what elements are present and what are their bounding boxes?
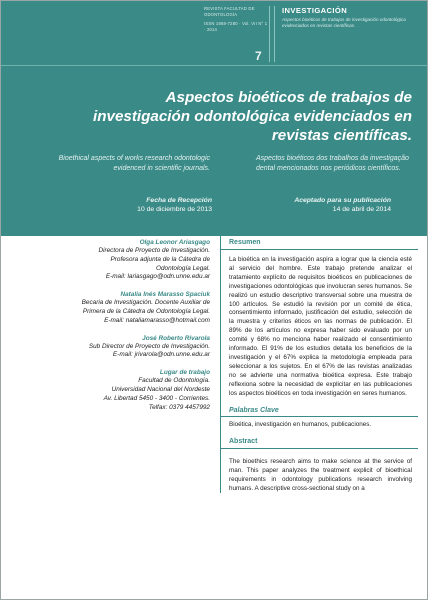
accepted-value: 14 de abril de 2014 bbox=[332, 206, 391, 213]
workplace-block bbox=[20, 368, 210, 412]
section-label bbox=[282, 6, 422, 29]
workplace-detail: Av. Libertad 5450 - 3400 - Corrientes. bbox=[103, 394, 210, 402]
received-value: 10 de diciembre de 2013 bbox=[137, 206, 212, 213]
author-detail: Odontología Legal. bbox=[155, 264, 210, 272]
author-name: Natalia Inés Marasso Spaciuk bbox=[120, 291, 210, 299]
author-detail: Profesora adjunta de la Cátedra de bbox=[110, 255, 210, 263]
dates-row bbox=[0, 196, 428, 222]
author-detail: Directora de Proyecto de Investigación. bbox=[98, 247, 210, 254]
author-name: José Roberto Rivarola bbox=[142, 334, 210, 342]
issue-number: 7 bbox=[255, 49, 262, 63]
resumen-text: La bioética en la investigación aspira a lograr que la ciencia esté al servicio del hombre. Este trabajo pretende analizar el tratamiento explícito de requisitos bioéticos en publicaciones de investigaciones odontológicas que involucran seres humanos. Se realizó un estudio descriptivo transversal sobre una muestra de 100 artículos. Se estudió la revisión por un comité de ética, consentimiento informado, justificación del estudio, selección de la muestra y criterios éticos en las normas de publicación. El 89% de los artículos no expresa haber sido evaluado por un comité y 68% no menciona haber realizado el consentimiento informado. El 91% de los estudios detalla los beneficios de la investigación y el 67% explica la metodología empleada para seleccionar a los sujetos. En el 67% de las revistas analizadas no se advierte una normativa bioética expresa. Este trabajo reflexiona sobre la necesidad de explicitar en las publicaciones los aspectos bioéticos en toda investigación en seres humanos. bbox=[229, 256, 412, 397]
keywords-text: Bioética, investigación en humanos, publicaciones. bbox=[229, 420, 372, 428]
author-email[interactable]: E-mail: lariasgago@odn.unne.edu.ar bbox=[105, 273, 210, 281]
article-title-portuguese: Aspectos bioéticos dos trabalhos da investigação dental mencionados nos periódicos científicos. bbox=[256, 155, 409, 172]
received-date bbox=[52, 196, 212, 214]
divider bbox=[269, 6, 270, 62]
journal-name: REVISTA FACULTAD DE ODONTOLOGÍA bbox=[204, 6, 255, 17]
workplace-heading: Lugar de trabajo bbox=[159, 369, 210, 377]
abstract-heading: Abstract bbox=[221, 435, 418, 449]
accepted-date bbox=[231, 196, 391, 214]
author-email[interactable]: E-mail: jrivarola@odn.unne.edu.ar bbox=[112, 351, 210, 359]
abstract-text: The bioethics research aims to make science at the service of man. This paper analyzes the treatment explicit of bioethical requirements in odontology publications research involving humans. A descriptive cross-sectional study on a bbox=[229, 457, 412, 492]
author-detail: Primera de la Cátedra de Odontología Legal. bbox=[82, 307, 210, 315]
author-name: Olga Leonor Ariasgago bbox=[139, 239, 210, 246]
received-label: Fecha de Recepción bbox=[146, 197, 212, 204]
journal-meta: ISSN 1668-7280 · Vol. VII N° 1 · 2014 bbox=[204, 21, 268, 32]
divider bbox=[274, 6, 275, 62]
author-block bbox=[20, 290, 210, 325]
header-band bbox=[0, 0, 428, 236]
workplace-detail: Universidad Nacional del Nordeste bbox=[111, 385, 210, 393]
article-title: Aspectos bioéticos de trabajos de investigación odontológica evidenciados en revistas científicas. bbox=[93, 89, 412, 144]
article-title-english: Bioethical aspects of works research odontologic evidenced in scientific journals. bbox=[58, 155, 210, 172]
abstract-column bbox=[220, 236, 418, 493]
accepted-label: Aceptado para su publicación bbox=[294, 197, 391, 204]
journal-info bbox=[204, 6, 268, 33]
author-block bbox=[20, 334, 210, 361]
author-detail: Becaria de Investigación. Docente Auxiliar de bbox=[81, 299, 210, 307]
journal-topbar bbox=[0, 0, 428, 66]
workplace-phone: Telfax: 0379 4457992 bbox=[148, 403, 210, 411]
authors-column bbox=[20, 238, 210, 420]
author-detail: Sub Director de Proyecto de Investigación. bbox=[88, 342, 210, 350]
author-block bbox=[20, 238, 210, 282]
section-description: Aspectos bioéticos de trabajos de investigación odontológica evidenciados en revistas científicas. bbox=[282, 17, 406, 28]
author-email[interactable]: E-mail: nataliamarasso@hotmail.com bbox=[104, 316, 210, 324]
workplace-detail: Facultad de Odontología. bbox=[138, 377, 210, 385]
section-title: INVESTIGACIÓN bbox=[282, 6, 348, 15]
keywords-heading: Palabras Clave bbox=[221, 405, 418, 417]
resumen-heading: Resumen bbox=[221, 236, 418, 250]
